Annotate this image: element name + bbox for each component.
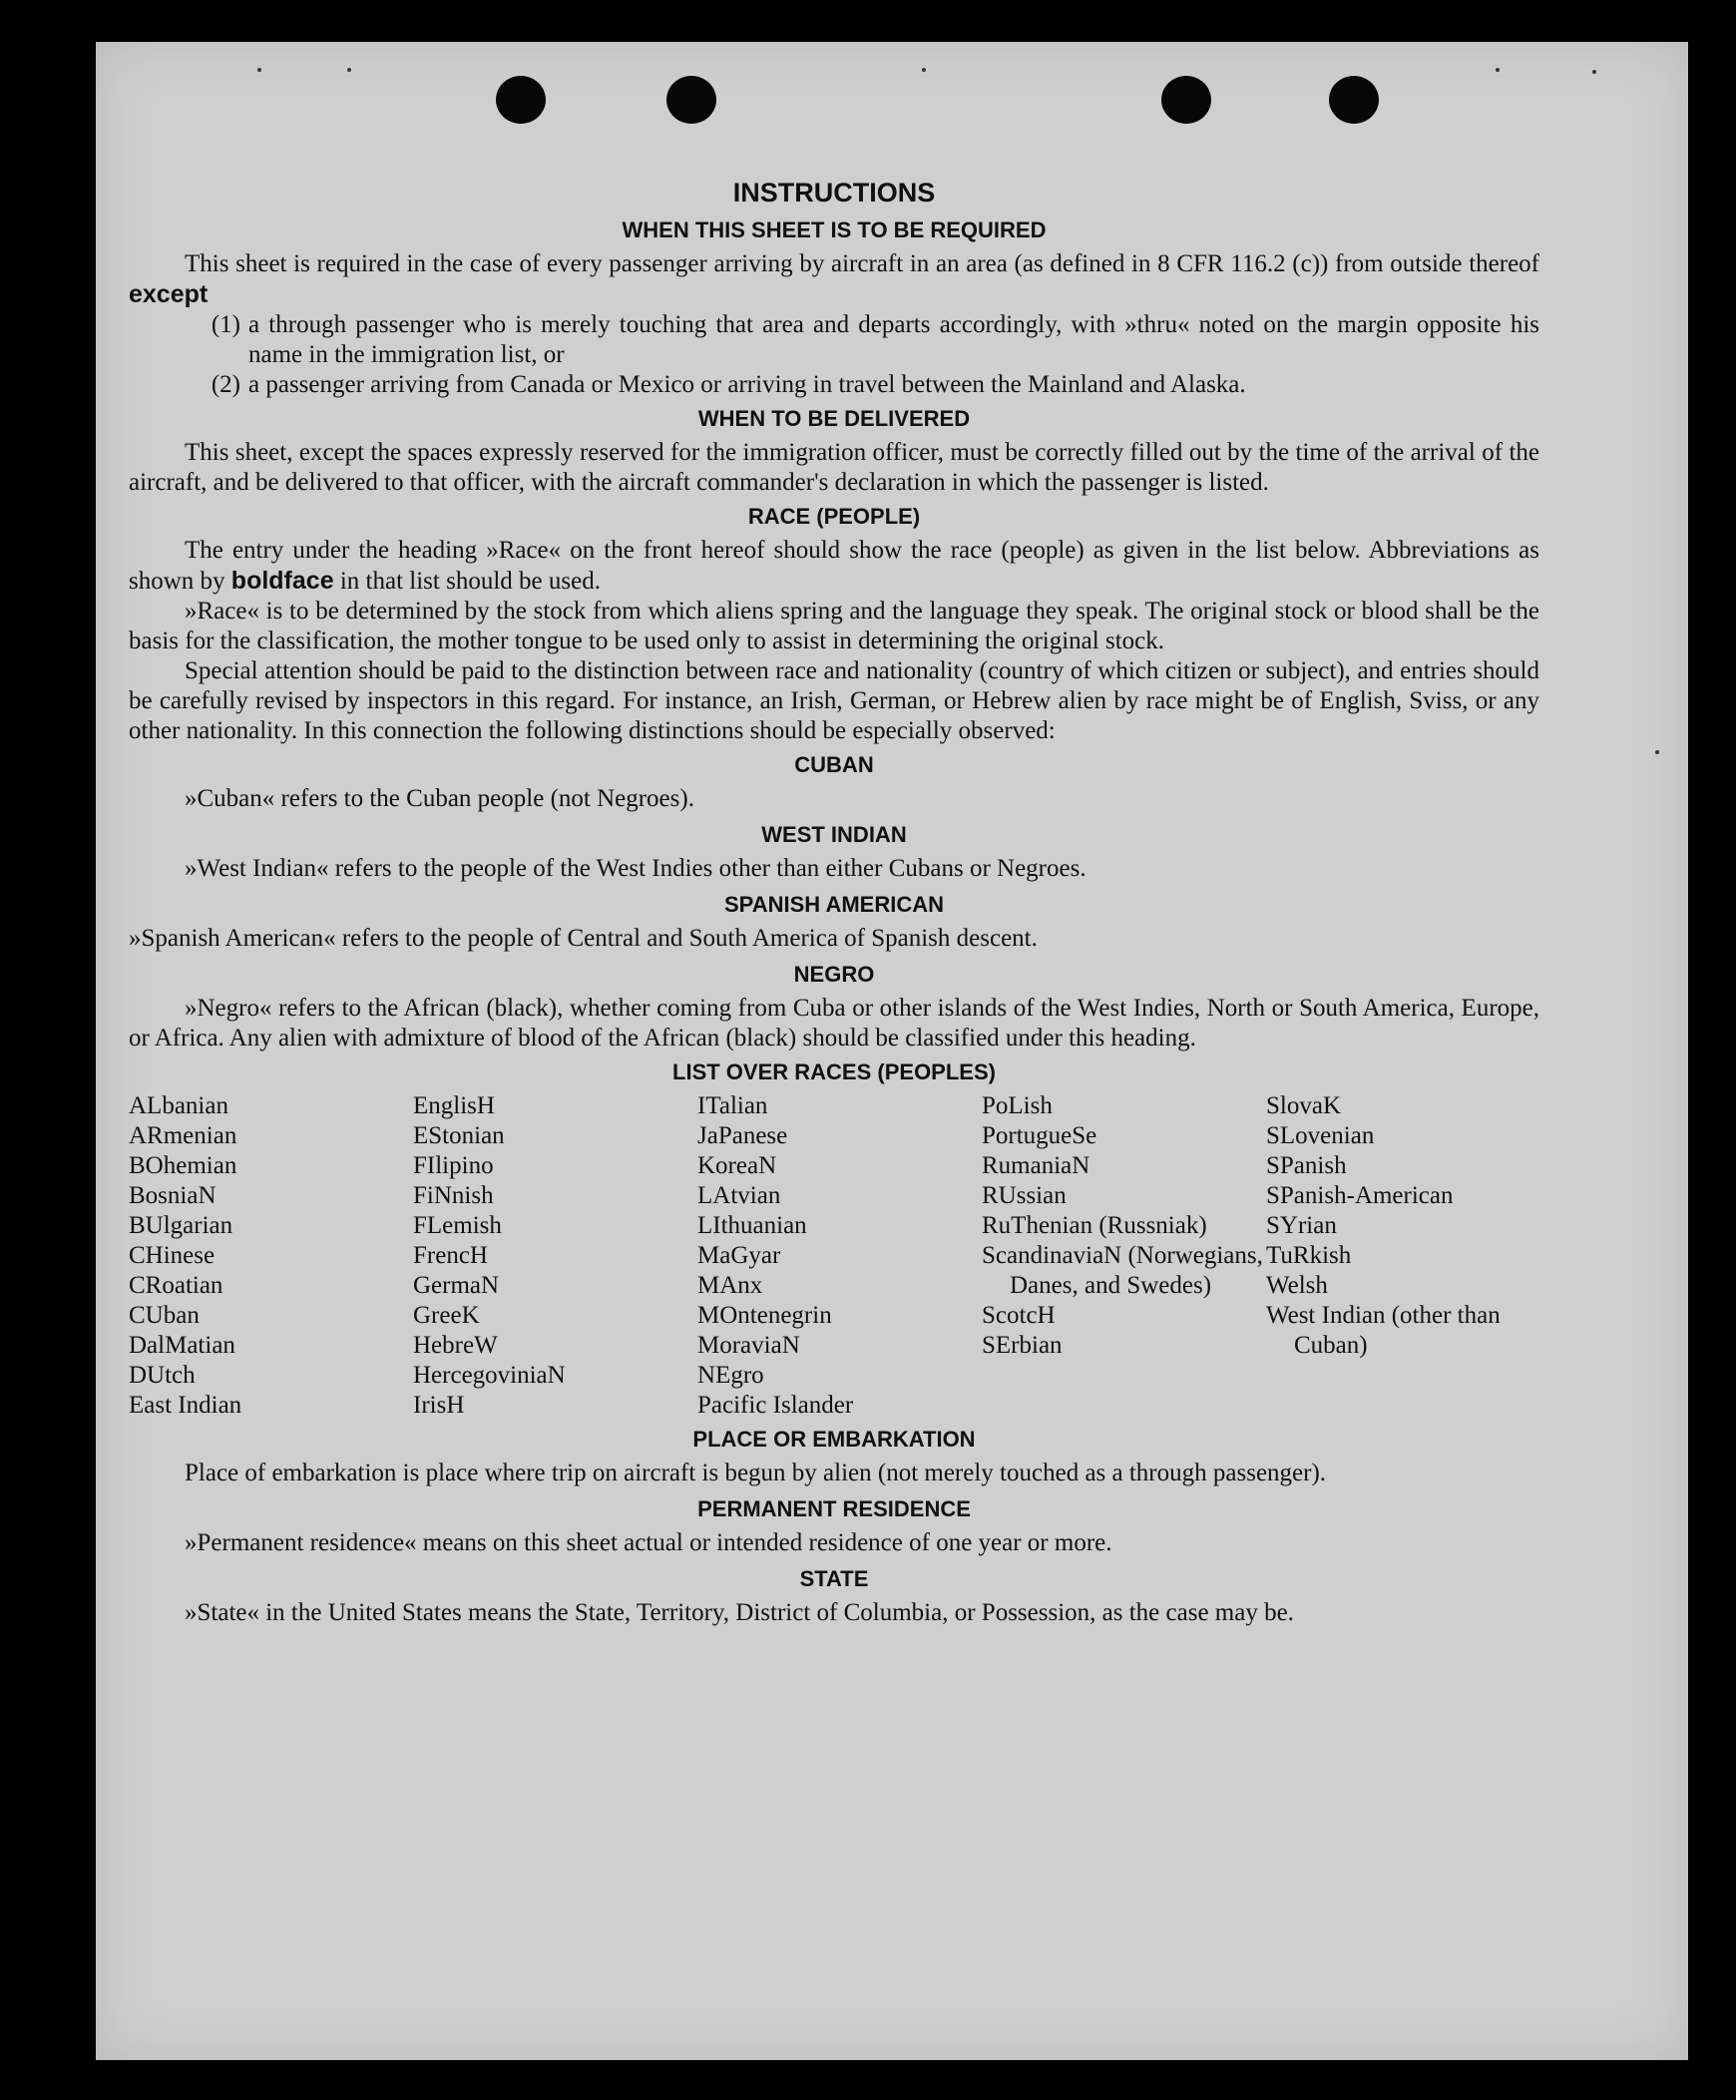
races-column-3 bbox=[697, 1091, 982, 1421]
race-item: SErbian bbox=[982, 1332, 1063, 1359]
race-item: LAtvian bbox=[697, 1182, 781, 1209]
races-list bbox=[129, 1091, 1539, 1421]
race-item: CUban bbox=[129, 1302, 200, 1329]
race-item: EStonian bbox=[413, 1122, 505, 1149]
race-item: ARmenian bbox=[129, 1122, 237, 1149]
races-column-5 bbox=[1266, 1091, 1539, 1421]
race-item: SPanish bbox=[1266, 1152, 1347, 1179]
state-text: »State« in the United States means the State, Territory, District of Columbia, or Possession, as the case may be. bbox=[185, 1599, 1294, 1626]
spanish-american-text: »Spanish American« refers to the people of Central and South America of Spanish descent. bbox=[129, 925, 1038, 952]
heading-spanish-american: SPANISH AMERICAN bbox=[723, 892, 944, 917]
race-item: HercegoviniaN bbox=[413, 1362, 566, 1389]
speck bbox=[1655, 750, 1659, 754]
race-item: RumaniaN bbox=[982, 1152, 1090, 1179]
race-item: FrencH bbox=[413, 1242, 488, 1269]
race-item: PortugueSe bbox=[982, 1122, 1097, 1149]
races-column-4 bbox=[982, 1091, 1266, 1421]
race-item: Welsh bbox=[1266, 1272, 1328, 1299]
heading-west-indian: WEST INDIAN bbox=[761, 822, 907, 847]
race-item: GreeK bbox=[413, 1302, 480, 1329]
race-paragraph-1: The entry under the heading »Race« on the front hereof should show the race (people) as given in the list below. Abbreviations as shown by boldface in that list should be used. bbox=[129, 537, 1539, 595]
race-item: BosniaN bbox=[129, 1182, 217, 1209]
heading-permanent-residence: PERMANENT RESIDENCE bbox=[697, 1496, 971, 1521]
race-item: RuThenian (Russniak) bbox=[982, 1212, 1207, 1239]
race-item: NEgro bbox=[697, 1362, 764, 1389]
race-item: RUssian bbox=[982, 1182, 1067, 1209]
race-item: CHinese bbox=[129, 1242, 216, 1269]
race-item: East Indian bbox=[129, 1392, 242, 1419]
conditions-list bbox=[129, 310, 1539, 400]
race-item: ScotcH bbox=[982, 1302, 1056, 1329]
race-item: HebreW bbox=[413, 1332, 498, 1359]
race-item: TuRkish bbox=[1266, 1242, 1352, 1269]
speck bbox=[257, 68, 261, 72]
condition-item: (2) a passenger arriving from Canada or Mexico or arriving in travel between the Mainland and Alaska. bbox=[211, 371, 1246, 398]
race-item: ITalian bbox=[697, 1092, 768, 1119]
race-paragraph-2: »Race« is to be determined by the stock from which aliens spring and the language they speak. The original stock or blood shall be the basis for the classification, the mother tongue to be used only to assist in determining the original stock. bbox=[129, 598, 1539, 654]
heading-races-list: LIST OVER RACES (PEOPLES) bbox=[672, 1059, 996, 1084]
page-title: INSTRUCTIONS bbox=[732, 178, 936, 208]
heading-state: STATE bbox=[799, 1566, 869, 1591]
heading-race: RACE (PEOPLE) bbox=[747, 504, 921, 529]
speck bbox=[922, 68, 926, 72]
race-item: CRoatian bbox=[129, 1272, 223, 1299]
heading-when-required: WHEN THIS SHEET IS TO BE REQUIRED bbox=[622, 217, 1047, 242]
race-item: ScandinaviaN (Norwegians, Danes, and Swedes) bbox=[982, 1242, 1263, 1299]
heading-embarkation: PLACE OR EMBARKATION bbox=[692, 1427, 976, 1452]
race-paragraph-3: Special attention should be paid to the distinction between race and nationality (country of which citizen or subject), and entries should be carefully revised by inspectors in this regard. For instance, an Irish, German, or Hebrew alien by race might be of English, Sviss, or any other nationality. In this connection the following distinctions should be especially observed: bbox=[129, 657, 1539, 744]
race-item: MAnx bbox=[697, 1272, 763, 1299]
race-item: LIthuanian bbox=[697, 1212, 807, 1239]
punch-hole-1 bbox=[496, 76, 546, 124]
when-delivered-text: This sheet, except the spaces expressly reserved for the immigration officer, must be correctly filled out by the time of the arrival of the aircraft, and be delivered to that officer, with the aircraft commander's declaration in which the passenger is listed. bbox=[129, 439, 1539, 496]
permanent-residence-text: »Permanent residence« means on this sheet actual or intended residence of one year or more. bbox=[185, 1529, 1112, 1556]
race-item: MoraviaN bbox=[697, 1332, 800, 1359]
race-item: EnglisH bbox=[413, 1092, 495, 1119]
embarkation-text: Place of embarkation is place where trip on aircraft is begun by alien (not merely touched as a through passenger). bbox=[185, 1460, 1327, 1486]
race-item: ALbanian bbox=[129, 1092, 228, 1119]
cuban-text: »Cuban« refers to the Cuban people (not Negroes). bbox=[185, 785, 694, 812]
instructions-content bbox=[129, 176, 1539, 1628]
race-item: DalMatian bbox=[129, 1332, 235, 1359]
race-item: Pacific Islander bbox=[697, 1392, 854, 1419]
speck bbox=[1592, 70, 1596, 74]
heading-negro: NEGRO bbox=[793, 962, 875, 987]
race-item: PoLish bbox=[982, 1092, 1053, 1119]
race-item: MaGyar bbox=[697, 1242, 781, 1269]
race-item: JaPanese bbox=[697, 1122, 788, 1149]
document-page bbox=[96, 42, 1688, 2060]
race-item: FiNnish bbox=[413, 1182, 494, 1209]
race-item: BOhemian bbox=[129, 1152, 237, 1179]
race-item: West Indian (other than Cuban) bbox=[1266, 1302, 1501, 1359]
when-required-intro: This sheet is required in the case of every passenger arriving by aircraft in an area (as defined in 8 CFR 116.2 (c)) from outside thereof except bbox=[129, 250, 1539, 308]
speck bbox=[1496, 68, 1500, 72]
races-column-1 bbox=[129, 1091, 413, 1421]
races-column-2 bbox=[413, 1091, 697, 1421]
punch-hole-2 bbox=[666, 76, 716, 124]
speck bbox=[347, 68, 351, 72]
heading-cuban: CUBAN bbox=[794, 752, 874, 777]
race-item: SlovaK bbox=[1266, 1092, 1341, 1119]
race-item: KoreaN bbox=[697, 1152, 777, 1179]
race-item: GermaN bbox=[413, 1272, 500, 1299]
punch-hole-3 bbox=[1161, 76, 1211, 124]
race-item: BUlgarian bbox=[129, 1212, 233, 1239]
west-indian-text: »West Indian« refers to the people of the West Indies other than either Cubans or Negroes. bbox=[185, 855, 1086, 882]
condition-item: (1) a through passenger who is merely touching that area and departs accordingly, with »thru« noted on the margin opposite his name in the immigration list, or bbox=[211, 311, 1539, 368]
race-item: SYrian bbox=[1266, 1212, 1337, 1239]
race-item: FLemish bbox=[413, 1212, 502, 1239]
punch-hole-4 bbox=[1329, 76, 1379, 124]
race-item: SPanish-American bbox=[1266, 1182, 1454, 1209]
race-item: MOntenegrin bbox=[697, 1302, 832, 1329]
heading-when-delivered: WHEN TO BE DELIVERED bbox=[697, 406, 971, 431]
race-item: DUtch bbox=[129, 1362, 196, 1389]
race-item: IrisH bbox=[413, 1392, 465, 1419]
race-item: FIlipino bbox=[413, 1152, 494, 1179]
negro-text: »Negro« refers to the African (black), whether coming from Cuba or other islands of the West Indies, North or South America, Europe, or Africa. Any alien with admixture of blood of the African (black) should be classified under this heading. bbox=[129, 995, 1539, 1051]
race-item: SLovenian bbox=[1266, 1122, 1375, 1149]
